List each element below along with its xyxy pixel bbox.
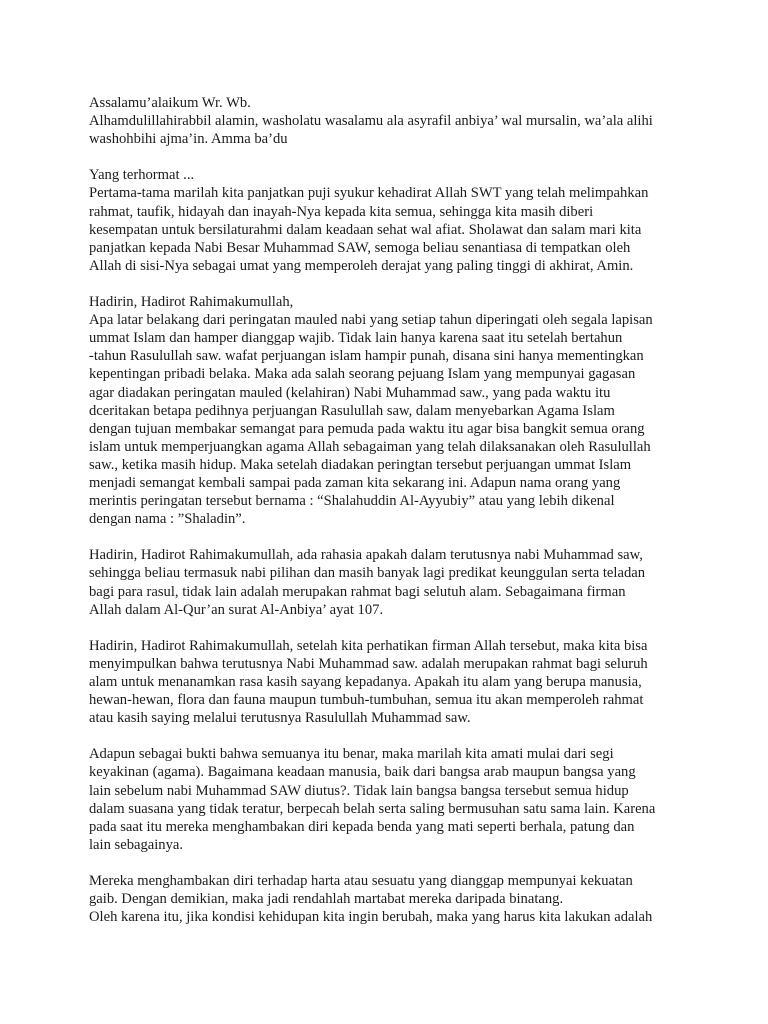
paragraph xyxy=(89,745,689,854)
paragraph-gap xyxy=(89,854,689,872)
text-line: sehingga beliau termasuk nabi pilihan dan masih banyak lagi predikat keunggulan serta teladan xyxy=(89,565,646,582)
text-line: Mereka menghambakan diri terhadap harta atau sesuatu yang dianggap mempunyai kekuatan xyxy=(89,873,633,890)
paragraph-gap xyxy=(89,148,689,166)
text-line: bagi para rasul, tidak lain adalah merupakan rahmat bagi selutuh alam. Sebagaimana firman xyxy=(89,583,626,600)
text-line: keyakinan (agama). Bagaimana keadaan manusia, baik dari bangsa arab maupun bangsa yang xyxy=(89,764,636,781)
text-line: agar diadakan peringatan mauled (kelahiran) Nabi Muhammad saw., yang pada waktu itu xyxy=(89,384,611,401)
text-line: dengan nama : ”Shaladin”. xyxy=(89,511,246,528)
text-line: kepentingan pribadi belaka. Maka ada salah seorang pejuang Islam yang mempunyai gagasan xyxy=(89,366,636,383)
text-line: hewan-hewan, flora dan fauna maupun tumbuh-tumbuhan, semua itu akan memperoleh rahmat xyxy=(89,692,644,709)
text-line: gaib. Dengan demikian, maka jadi rendahlah martabat mereka daripada binatang. xyxy=(89,891,564,908)
text-line: Alhamdulillahirabbil alamin, washolatu wasalamu ala asyrafil anbiya’ wal mursalin, wa’ala alihi xyxy=(89,113,653,130)
text-line: Allah dalam Al-Qur’an surat Al-Anbiya’ ayat 107. xyxy=(89,601,384,618)
text-line: kesempatan untuk bersilaturahmi dalam keadaan sehat wal afiat. Sholawat dan salam mari kita xyxy=(89,221,642,238)
paragraph xyxy=(89,166,689,275)
text-line: Allah di sisi-Nya sebagai umat yang memperoleh derajat yang paling tinggi di akhirat, Amin. xyxy=(89,257,634,274)
text-line: Pertama-tama marilah kita panjatkan puji syukur kehadirat Allah SWT yang telah melimpahkan xyxy=(89,185,649,202)
paragraph xyxy=(89,546,689,618)
paragraph xyxy=(89,293,689,528)
text-line: menyimpulkan bahwa terutusnya Nabi Muhammad saw. adalah merupakan rahmat bagi seluruh xyxy=(89,655,648,672)
text-line: dengan tujuan membakar semangat para pemuda pada waktu itu agar bisa bangkit semua orang xyxy=(89,420,645,437)
text-line: merintis peringatan tersebut bernama : “Shalahuddin Al-Ayyubiy” atau yang lebih dikenal xyxy=(89,493,615,510)
text-line: Oleh karena itu, jika kondisi kehidupan kita ingin berubah, maka yang harus kita lakukan adalah xyxy=(89,909,653,926)
text-line: Assalamu’alaikum Wr. Wb. xyxy=(89,95,251,111)
text-line: islam untuk memperjuangkan agama Allah sebagaiman yang telah dilaksanakan oleh Rasulullah xyxy=(89,438,651,455)
text-line: Apa latar belakang dari peringatan mauled nabi yang setiap tahun diperingati oleh segala lapisan xyxy=(89,312,653,329)
text-line: saw., ketika masih hidup. Maka setelah diadakan peringtan tersebut perjuangan ummat Islam xyxy=(89,456,632,473)
text-line: menjadi semangat kembali sampai pada zaman kita sekarang ini. Adapun nama orang yang xyxy=(89,474,621,491)
text-line: panjatkan kepada Nabi Besar Muhammad SAW, semoga beliau senantiasa di tempatkan oleh xyxy=(89,239,631,256)
text-line: rahmat, taufik, hidayah dan inayah-Nya kepada kita semua, sehingga kita masih diberi xyxy=(89,203,594,220)
text-line: Adapun sebagai bukti bahwa semuanya itu benar, maka marilah kita amati mulai dari segi xyxy=(89,746,614,763)
text-line: lain sebagainya. xyxy=(89,836,184,853)
text-line: washohbihi ajma’in. Amma ba’du xyxy=(89,131,288,148)
text-line: Hadirin, Hadirot Rahimakumullah, xyxy=(89,294,294,311)
document-page xyxy=(89,94,689,926)
paragraph-gap xyxy=(89,275,689,293)
paragraph-gap xyxy=(89,727,689,745)
text-line: Hadirin, Hadirot Rahimakumullah, setelah kita perhatikan firman Allah tersebut, maka kita bisa xyxy=(89,637,648,654)
paragraph-gap xyxy=(89,528,689,546)
text-line: Yang terhormat ... xyxy=(89,167,195,184)
text-line: -tahun Rasulullah saw. wafat perjuangan islam hampir punah, disana sini hanya mementingkan xyxy=(89,348,644,365)
text-line: ummat Islam dan hamper dianggap wajib. Tidak lain hanya karena saat itu setelah bertahun xyxy=(89,330,623,347)
text-line: dceritakan betapa pedihnya perjuangan Rasulullah saw, dalam menyebarkan Agama Islam xyxy=(89,402,615,419)
text-line: lain sebelum nabi Muhammad SAW diutus?. Tidak lain bangsa bangsa tersebut semua hidup xyxy=(89,782,629,799)
text-line: dalam suasana yang tidak teratur, berpecah belah serta saling bermusuhan satu sama lain. Karena xyxy=(89,800,656,817)
text-line: Hadirin, Hadirot Rahimakumullah, ada rahasia apakah dalam terutusnya nabi Muhammad saw, xyxy=(89,547,643,564)
paragraph xyxy=(89,637,689,727)
text-line: atau kasih saying melalui terutusnya Rasulullah Muhammad saw. xyxy=(89,710,471,727)
paragraph xyxy=(89,872,689,926)
paragraph-gap xyxy=(89,619,689,637)
text-line: alam untuk menanamkan rasa kasih sayang kepadanya. Apakah itu alam yang berupa manusia, xyxy=(89,674,642,690)
paragraph xyxy=(89,94,689,148)
text-line: pada saat itu mereka menghambakan diri kepada benda yang mati seperti berhala, patung dan xyxy=(89,818,635,835)
